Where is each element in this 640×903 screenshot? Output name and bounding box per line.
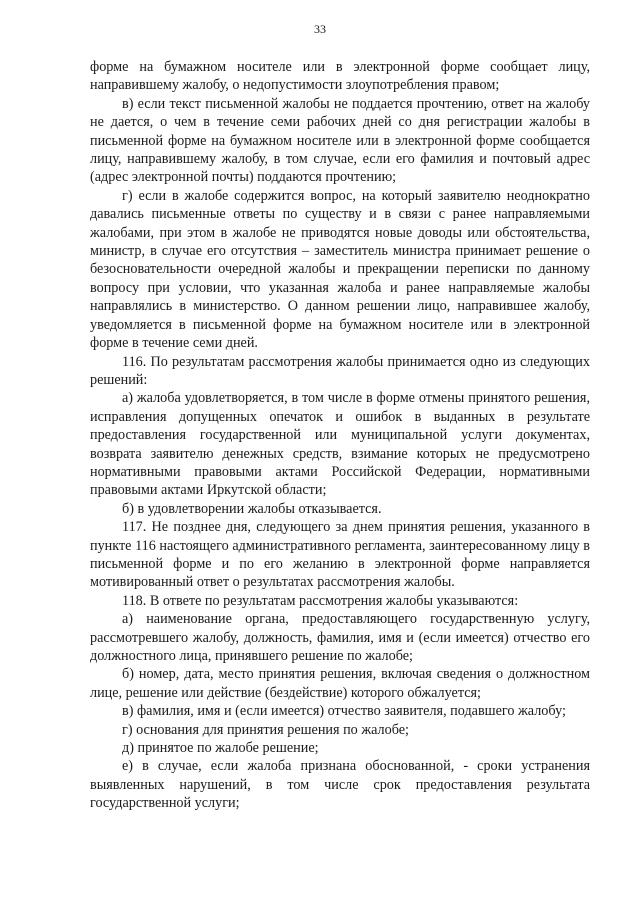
paragraph: б) номер, дата, место принятия решения, включая сведения о должностном лице, решение или действие (бездействие) которого обжалуется; xyxy=(90,666,590,701)
paragraph: г) основания для принятия решения по жалобе; xyxy=(122,721,409,738)
paragraph: е) в случае, если жалоба признана обоснованной, - сроки устранения выявленных нарушений, в том числе срок предоставления результата государственной услуги; xyxy=(90,758,590,812)
paragraph: д) принятое по жалобе решение; xyxy=(122,740,319,757)
paragraph: б) в удовлетворении жалобы отказывается. xyxy=(122,500,382,517)
paragraph: в) если текст письменной жалобы не поддается прочтению, ответ на жалобу не дается, о чем в течение семи рабочих дней со дня регистрации жалобы в письменной форме на бумажном носителе или в электронной форме сообщается лицу, направившему жалобу, в том случае, если его фамилия и почтовый адрес (адрес электронной почты) поддаются прочтению; xyxy=(90,95,590,186)
paragraph: а) наименование органа, предоставляющего государственную услугу, рассмотревшего жалобу, должность, фамилия, имя и (если имеется) отчество его должностного лица, принявшего решение по жалобе; xyxy=(90,611,590,664)
paragraph: в) фамилия, имя и (если имеется) отчество заявителя, подавшего жалобу; xyxy=(122,703,566,720)
paragraph: г) если в жалобе содержится вопрос, на который заявителю неоднократно давались письменные ответы по существу и в связи с ранее направляемыми жалобами, при этом в жалобе не приводятся новые доводы или обстоятельства, министр, в случае его отсутствия – заместитель министра принимает решение о безосновательности очередной жалобы и прекращении переписки по данному вопросу при условии, что указанная жалоба и ранее направляемые жалобы направлялись в министерство. О данном решении лицо, направившее жалобу, уведомляется в письменной форме на бумажном носителе или в электронной форме в течение семи дней. xyxy=(90,187,590,352)
paragraph: 117. Не позднее дня, следующего за днем принятия решения, указанного в пункте 116 настоящего административного регламента, заинтересованному лицу в письменной форме и по его желанию в электронной форме направляется мотивированный ответ о результатах рассмотрения жалобы. xyxy=(90,519,590,591)
paragraph: 118. В ответе по результатам рассмотрения жалобы указываются: xyxy=(122,592,519,609)
paragraph: 116. По результатам рассмотрения жалобы принимается одно из следующих решений: xyxy=(90,353,590,388)
paragraph: форме на бумажном носителе или в электронной форме сообщает лицу, направившему жалобу, о недопустимости злоупотребления правом; xyxy=(90,59,590,94)
page-number: 33 xyxy=(314,22,326,36)
paragraph: а) жалоба удовлетворяется, в том числе в форме отмены принятого решения, исправления допущенных опечаток и ошибок в выданных в результате предоставления государственной или муниципальной услуги документах, возврата заявителю денежных средств, взимание которых не предусмотрено нормативными правовыми актами Российской Федерации, нормативными правовыми актами Иркутской области; xyxy=(90,390,590,499)
